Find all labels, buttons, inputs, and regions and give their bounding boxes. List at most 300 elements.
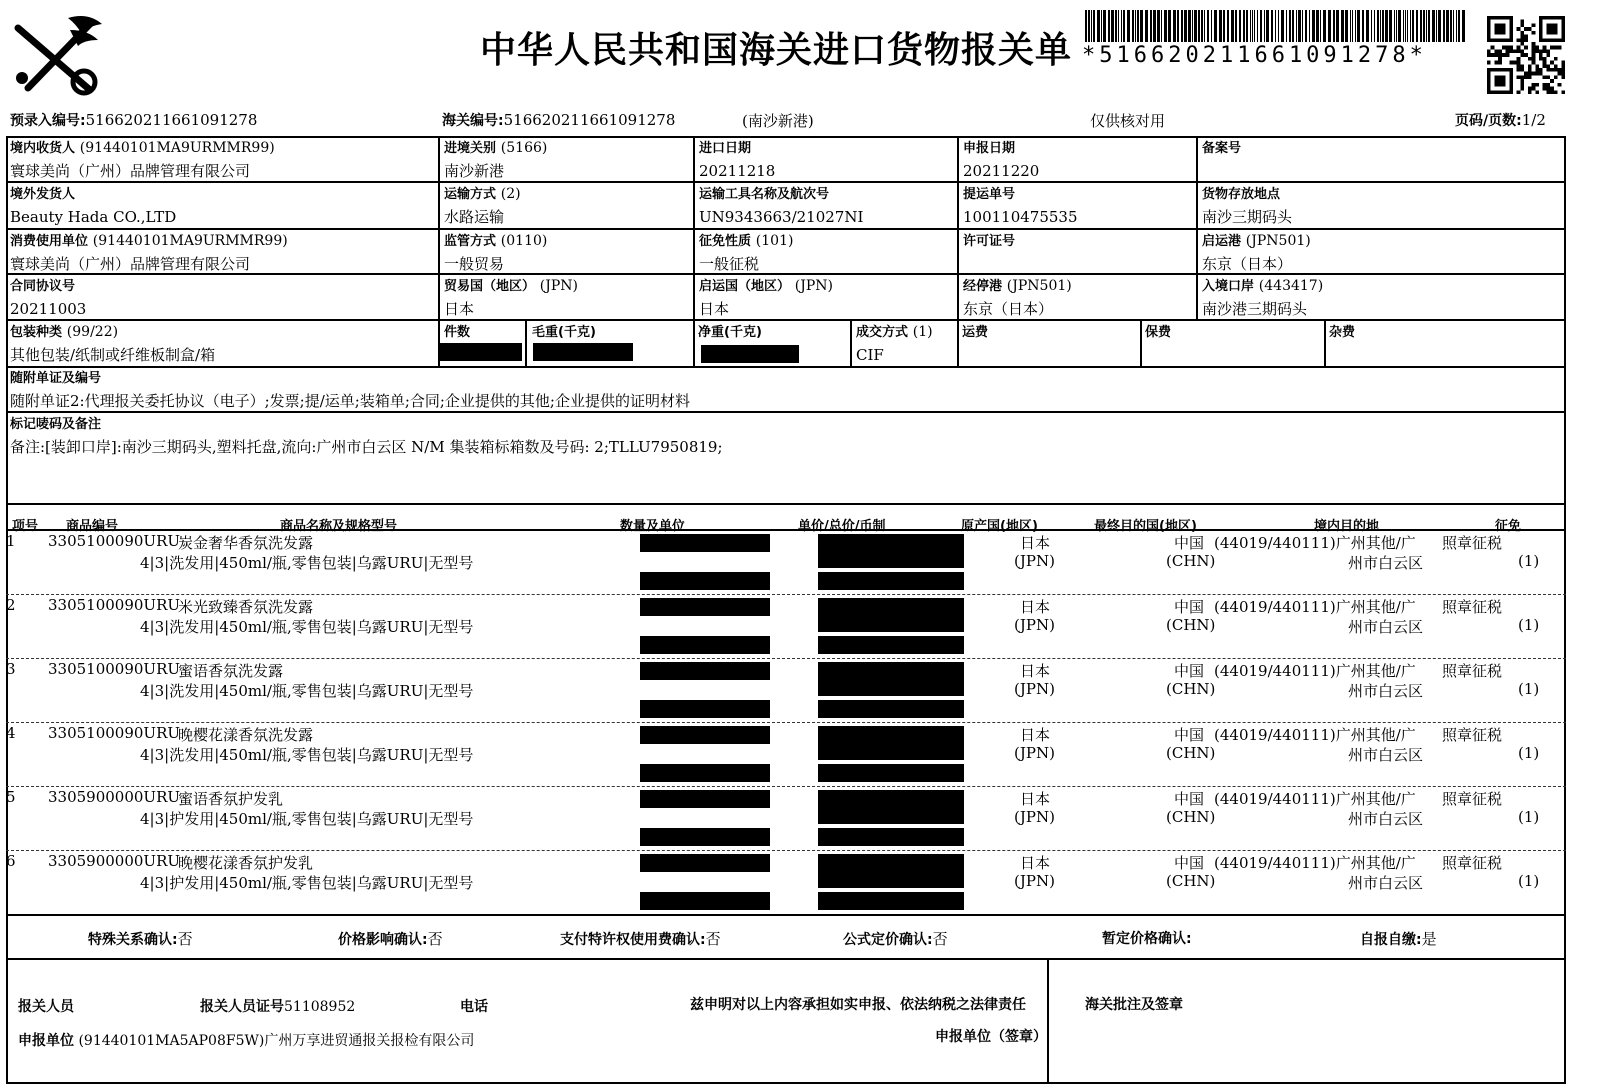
item-dest: 中国 — [1174, 534, 1205, 552]
qr-module — [1524, 75, 1528, 79]
item-origin-code: (JPN) — [1014, 744, 1055, 762]
header-field-r1-0: 境内收货人 (91440101MA9URMMR99) 寰球美尚（广州）品牌管理有限公司 — [10, 140, 275, 180]
qr-module — [1520, 68, 1524, 72]
redaction-bar — [818, 616, 964, 632]
header-field-r1-2: 进口日期 20211218 — [699, 141, 776, 180]
qr-module — [1517, 27, 1521, 31]
barcode-bar — [1252, 10, 1253, 42]
item-hs-code: 3305100090URU — [48, 660, 181, 678]
barcode-bar — [1456, 10, 1457, 42]
barcode-bar — [1275, 10, 1276, 42]
redaction-bar — [818, 534, 964, 552]
redaction-bar — [818, 598, 964, 616]
qr-module — [1487, 16, 1513, 20]
redaction-bar — [818, 726, 964, 744]
item-number: 3 — [6, 660, 16, 678]
qr-module — [1520, 35, 1524, 39]
item-origin-code: (JPN) — [1014, 872, 1055, 890]
barcode-bar — [1239, 10, 1241, 42]
barcode-bar — [1312, 10, 1315, 42]
item-origin: 日本 — [1020, 598, 1051, 616]
item-levy-code: (1) — [1518, 808, 1540, 826]
qr-module — [1487, 68, 1513, 72]
barcode-bar — [1333, 10, 1335, 42]
qr-module — [1513, 61, 1517, 65]
pieces-label: 件数 — [444, 325, 471, 340]
barcode-bar — [1115, 10, 1117, 42]
redaction-bar — [640, 828, 770, 846]
insurance-label: 保费 — [1145, 325, 1172, 340]
barcode-bar — [1438, 10, 1441, 42]
confirm-royalty: 支付特许权使用费确认:否 — [560, 930, 721, 948]
qr-module — [1550, 87, 1554, 91]
col-divider — [1140, 319, 1142, 366]
qr-module — [1524, 38, 1528, 42]
barcode-bar — [1357, 10, 1360, 42]
qr-module — [1520, 87, 1524, 91]
barcode-bar — [1278, 10, 1279, 42]
confirm-price-impact: 价格影响确认:否 — [338, 930, 443, 948]
redaction-bar — [640, 636, 770, 654]
qr-module — [1532, 42, 1536, 46]
item-name: 晚樱花漾香氛护发乳 — [178, 854, 314, 872]
barcode-bar — [1362, 10, 1364, 42]
barcode-bar — [1257, 10, 1258, 42]
barcode-bar — [1231, 10, 1234, 42]
redaction-bar — [818, 744, 964, 760]
qr-module — [1543, 61, 1547, 65]
qr-module — [1539, 49, 1543, 53]
item-number: 6 — [6, 852, 16, 870]
header-field-r3-3: 许可证号 — [963, 234, 1016, 249]
barcode-bar — [1296, 10, 1297, 42]
qr-module — [1543, 75, 1547, 79]
barcode-bar — [1184, 10, 1187, 42]
item-spec: 4|3|护发用|450ml/瓶,零售包装|乌露URU|无型号 — [140, 874, 474, 892]
redaction-bar — [818, 892, 964, 910]
qr-module — [1517, 90, 1521, 94]
qr-module — [1524, 53, 1528, 57]
item-domestic-dest-2: 州市白云区 — [1348, 554, 1424, 572]
qr-module — [1528, 72, 1532, 76]
barcode-bar — [1127, 10, 1130, 42]
barcode-bar — [1207, 10, 1209, 42]
barcode-bar — [1341, 10, 1344, 42]
col-divider — [850, 319, 852, 366]
qr-module — [1509, 16, 1513, 42]
item-levy-code: (1) — [1518, 872, 1540, 890]
header-field-r2-2: 运输工具名称及航次号 UN9343663/21027NI — [699, 187, 864, 226]
barcode-bar — [1219, 10, 1222, 42]
header-field-r3-2: 征免性质 (101) 一般征税 — [699, 233, 794, 273]
item-name: 蜜语香氛护发乳 — [178, 790, 284, 808]
confirm-self-report: 自报自缴:是 — [1360, 930, 1437, 948]
barcode-bar — [1135, 10, 1136, 42]
qr-module — [1546, 23, 1557, 34]
qr-module — [1498, 57, 1502, 61]
qr-module — [1509, 46, 1513, 50]
item-dest: 中国 — [1174, 726, 1205, 744]
qr-module — [1498, 49, 1502, 53]
qr-module — [1487, 68, 1491, 94]
confirm-special-relation: 特殊关系确认:否 — [88, 930, 193, 948]
qr-module — [1558, 68, 1562, 72]
qr-module — [1554, 64, 1558, 68]
qr-module — [1543, 83, 1547, 87]
redaction-bar — [640, 764, 770, 782]
barcode-bar — [1396, 10, 1397, 42]
qr-module — [1532, 57, 1536, 61]
barcode-bar — [1446, 10, 1449, 42]
barcode-bar — [1305, 10, 1307, 42]
redaction-bar — [640, 598, 770, 616]
barcode-bar — [1264, 10, 1265, 42]
header-field-r4-1: 贸易国（地区） (JPN) 日本 — [444, 278, 579, 318]
qr-module — [1498, 53, 1502, 57]
declarant-label: 报关人员 — [18, 999, 74, 1015]
barcode-bar — [1168, 10, 1171, 42]
barcode-bar — [1374, 10, 1375, 42]
barcode-bar — [1398, 10, 1401, 42]
qr-module — [1520, 79, 1524, 83]
qr-module — [1491, 46, 1495, 50]
barcode-bar — [1266, 10, 1269, 42]
barcode-bar — [1458, 10, 1460, 42]
barcode-bar — [1246, 10, 1248, 42]
redaction-bar — [640, 790, 770, 808]
qr-module — [1535, 72, 1539, 76]
item-levy-code: (1) — [1518, 680, 1540, 698]
qr-module — [1535, 49, 1539, 53]
barcode-bar — [1137, 10, 1139, 42]
qr-module — [1528, 57, 1532, 61]
item-col-origin: 原产国(地区) — [961, 519, 1038, 534]
redaction-bar — [640, 892, 770, 910]
item-spec: 4|3|洗发用|450ml/瓶,零售包装|乌露URU|无型号 — [140, 682, 474, 700]
barcode-bar — [1103, 10, 1106, 42]
barcode-bar — [1366, 10, 1369, 42]
barcode-bar — [1450, 10, 1452, 42]
qr-module — [1506, 53, 1510, 57]
qr-module — [1498, 61, 1502, 65]
qr-module — [1517, 49, 1521, 53]
item-levy: 照章征税 — [1442, 854, 1503, 872]
item-hs-code: 3305100090URU — [48, 532, 181, 550]
qr-module — [1546, 68, 1550, 72]
qr-module — [1509, 61, 1513, 65]
qr-module — [1558, 46, 1562, 50]
barcode-bar — [1198, 10, 1200, 42]
barcode-bar — [1385, 10, 1388, 42]
qr-module — [1550, 46, 1554, 50]
barcode-bar — [1420, 10, 1422, 42]
qr-module — [1494, 49, 1498, 53]
barcode-bar — [1097, 10, 1100, 42]
qr-module — [1543, 57, 1547, 61]
qr-module — [1517, 46, 1521, 50]
barcode-bar — [1223, 10, 1225, 42]
redaction-bar — [640, 700, 770, 718]
barcode-bar — [1453, 10, 1454, 42]
item-origin-code: (JPN) — [1014, 680, 1055, 698]
header-field-r3-4: 启运港 (JPN501) 东京（日本） — [1202, 233, 1311, 273]
redaction-bar — [818, 700, 964, 718]
qr-module — [1487, 53, 1491, 57]
qr-module — [1487, 49, 1491, 53]
barcode-bar — [1153, 10, 1156, 42]
barcode-bar — [1405, 10, 1406, 42]
barcode-number: *516620211661091278* — [1082, 43, 1427, 68]
barcode-bar — [1350, 10, 1351, 42]
qr-module — [1539, 16, 1565, 20]
packaging-cell: 包装种类 (99/22) 其他包装/纸制或纤维板制盒/箱 — [10, 324, 216, 364]
barcode-bar — [1323, 10, 1326, 42]
qr-module — [1539, 72, 1543, 76]
qr-module — [1539, 53, 1543, 57]
qr-module — [1532, 23, 1536, 27]
qr-module — [1532, 87, 1536, 91]
qr-module — [1532, 53, 1536, 57]
qr-module — [1520, 75, 1524, 79]
barcode-bar — [1250, 10, 1251, 42]
barcode-bar — [1121, 10, 1122, 42]
redaction-bar — [818, 790, 964, 808]
qr-module — [1532, 61, 1536, 65]
qr-module — [1528, 90, 1532, 94]
barcode-bar — [1271, 10, 1273, 42]
item-domestic-dest-2: 州市白云区 — [1348, 618, 1424, 636]
header-field-r2-0: 境外发货人 Beauty Hada CO.,LTD — [10, 187, 177, 226]
item-name: 蜜语香氛洗发露 — [178, 662, 284, 680]
qr-module — [1513, 49, 1517, 53]
header-field-r3-1: 监管方式 (0110) 一般贸易 — [444, 233, 548, 273]
barcode-bar — [1371, 10, 1372, 42]
item-col-levy: 征免 — [1495, 519, 1522, 534]
barcode-bar — [1289, 10, 1291, 42]
qr-module — [1517, 61, 1521, 65]
item-number: 5 — [6, 788, 16, 806]
qr-module — [1561, 68, 1565, 72]
item-origin-code: (JPN) — [1014, 552, 1055, 570]
qr-module — [1494, 53, 1498, 57]
qr-module — [1494, 23, 1505, 34]
barcode-bar — [1150, 10, 1152, 42]
barcode-bar — [1091, 10, 1092, 42]
header-field-r1-3: 申报日期 20211220 — [963, 141, 1040, 180]
qr-module — [1532, 83, 1536, 87]
item-divider — [6, 722, 1566, 723]
item-levy-code: (1) — [1518, 616, 1540, 634]
item-levy: 照章征税 — [1442, 790, 1503, 808]
item-levy: 照章征税 — [1442, 726, 1503, 744]
barcode-bar — [1227, 10, 1229, 42]
item-origin: 日本 — [1020, 854, 1051, 872]
col-divider — [1324, 319, 1326, 366]
item-domestic-dest-2: 州市白云区 — [1348, 746, 1424, 764]
barcode-bar — [1123, 10, 1125, 42]
qr-module — [1487, 16, 1491, 42]
col-divider — [525, 319, 527, 366]
barcode-bar — [1093, 10, 1095, 42]
item-levy: 照章征税 — [1442, 598, 1503, 616]
item-origin: 日本 — [1020, 662, 1051, 680]
qr-module — [1561, 16, 1565, 42]
confirm-provisional-price: 暂定价格确认: — [1102, 931, 1192, 947]
barcode-bar — [1145, 10, 1148, 42]
qr-module — [1546, 53, 1550, 57]
item-divider — [6, 594, 1566, 595]
item-divider — [6, 850, 1566, 851]
qr-module — [1520, 53, 1524, 57]
qr-module — [1520, 83, 1524, 87]
barcode-bar — [1443, 10, 1445, 42]
qr-module — [1491, 53, 1495, 57]
barcode-bar — [1157, 10, 1160, 42]
redaction-bar — [640, 726, 770, 744]
col-divider — [1196, 136, 1198, 320]
item-domestic-dest: (44019/440111)广州其他/广 — [1214, 598, 1416, 616]
barcode-bar — [1380, 10, 1381, 42]
barcode-bar — [1235, 10, 1237, 42]
qr-module — [1539, 16, 1543, 42]
barcode-bar — [1410, 10, 1411, 42]
item-col-dest: 最终目的国(地区) — [1094, 519, 1197, 534]
qr-module — [1532, 31, 1536, 35]
barcode-bar — [1194, 10, 1197, 42]
barcode-bar — [1201, 10, 1203, 42]
barcode-bar — [1320, 10, 1321, 42]
barcode-bar — [1428, 10, 1430, 42]
qr-module — [1506, 49, 1510, 53]
redaction-bar — [640, 662, 770, 680]
barcode-bar — [1281, 10, 1284, 42]
legal-statement: 兹申明对以上内容承担如实申报、依法纳税之法律责任 — [690, 997, 1026, 1013]
header-field-r3-0: 消费使用单位 (91440101MA9URMMR99) 寰球美尚（广州）品牌管理有限公司 — [10, 233, 288, 273]
row-divider — [6, 503, 1566, 505]
qr-module — [1494, 75, 1505, 86]
barcode-bar — [1164, 10, 1167, 42]
barcode-bar — [1177, 10, 1179, 42]
qr-module — [1502, 53, 1506, 57]
barcode-bar — [1188, 10, 1191, 42]
barcode-bar — [1204, 10, 1205, 42]
qr-module — [1524, 46, 1528, 50]
item-divider — [6, 786, 1566, 787]
barcode-bar — [1352, 10, 1353, 42]
qr-module — [1546, 64, 1550, 68]
item-levy: 照章征税 — [1442, 662, 1503, 680]
customs-approval-label: 海关批注及签章 — [1085, 997, 1183, 1013]
barcode-bar — [1085, 10, 1087, 42]
redaction-bar — [701, 345, 799, 363]
item-name: 炭金奢华香氛洗发露 — [178, 534, 314, 552]
item-dest: 中国 — [1174, 854, 1205, 872]
item-domestic-dest: (44019/440111)广州其他/广 — [1214, 662, 1416, 680]
header-field-r4-4: 入境口岸 (443417) 南沙港三期码头 — [1202, 278, 1324, 318]
qr-module — [1543, 87, 1547, 91]
item-domestic-dest: (44019/440111)广州其他/广 — [1214, 854, 1416, 872]
item-domestic-dest-2: 州市白云区 — [1348, 682, 1424, 700]
page-number: 页码/页数:1/2 — [1455, 111, 1546, 129]
qr-module — [1517, 64, 1521, 68]
qr-module — [1561, 61, 1565, 65]
item-number: 2 — [6, 596, 16, 614]
item-name: 米光致臻香氛洗发露 — [178, 598, 314, 616]
qr-module — [1532, 49, 1536, 53]
qr-module — [1539, 68, 1543, 72]
qr-module — [1520, 23, 1524, 27]
qr-module — [1524, 27, 1528, 31]
item-origin-code: (JPN) — [1014, 616, 1055, 634]
qr-module — [1509, 49, 1513, 53]
barcode-bar — [1292, 10, 1294, 42]
redaction-bar — [818, 552, 964, 568]
row-divider — [6, 914, 1566, 916]
col-divider — [693, 319, 695, 366]
barcode-bar — [1173, 10, 1176, 42]
item-hs-code: 3305900000URU — [48, 788, 181, 806]
item-domestic-dest: (44019/440111)广州其他/广 — [1214, 790, 1416, 808]
misc-fee-label: 杂费 — [1329, 325, 1356, 340]
item-domestic-dest: (44019/440111)广州其他/广 — [1214, 726, 1416, 744]
qr-module — [1535, 46, 1539, 50]
qr-module — [1561, 64, 1565, 68]
barcode-bar — [1132, 10, 1134, 42]
qr-module — [1517, 75, 1521, 79]
barcode-bar — [1211, 10, 1212, 42]
barcode-bar — [1260, 10, 1262, 42]
header-field-r1-4: 备案号 — [1202, 141, 1242, 156]
barcode-bar — [1298, 10, 1301, 42]
item-hs-code: 3305100090URU — [48, 596, 181, 614]
qr-module — [1535, 64, 1539, 68]
qr-module — [1517, 68, 1521, 72]
item-dest: 中国 — [1174, 790, 1205, 808]
qr-code — [1487, 16, 1565, 94]
qr-module — [1532, 72, 1536, 76]
col-divider — [957, 136, 959, 366]
item-col-name: 商品名称及规格型号 — [280, 519, 398, 534]
qr-module — [1487, 61, 1491, 65]
item-spec: 4|3|洗发用|450ml/瓶,零售包装|乌露URU|无型号 — [140, 746, 474, 764]
col-divider — [438, 136, 440, 366]
barcode-bar — [1214, 10, 1217, 42]
qr-module — [1543, 49, 1547, 53]
barcode-bar — [1101, 10, 1102, 42]
barcode-bar — [1192, 10, 1193, 42]
qr-module — [1520, 20, 1524, 24]
qr-module — [1535, 90, 1539, 94]
marks-remarks-cell: 标记唛码及备注 备注:[装卸口岸]:南沙三期码头,塑料托盘,流向:广州市白云区 N/M 集装箱标箱数及号码: 2;TLLU7950819; — [10, 417, 723, 456]
declarant-cert: 报关人员证号51108952 — [200, 999, 356, 1015]
qr-module — [1546, 90, 1550, 94]
qr-module — [1554, 57, 1558, 61]
redaction-bar — [818, 662, 964, 680]
qr-module — [1554, 46, 1558, 50]
qr-module — [1561, 75, 1565, 79]
qr-module — [1528, 87, 1532, 91]
barcode-bar — [1416, 10, 1418, 42]
redaction-bar — [640, 854, 770, 872]
qr-module — [1543, 46, 1547, 50]
item-origin: 日本 — [1020, 534, 1051, 552]
qr-module — [1517, 38, 1521, 42]
qr-module — [1520, 31, 1524, 35]
qr-module — [1520, 38, 1524, 42]
item-dest-code: (CHN) — [1166, 680, 1216, 698]
qr-module — [1520, 64, 1524, 68]
item-number: 4 — [6, 724, 16, 742]
